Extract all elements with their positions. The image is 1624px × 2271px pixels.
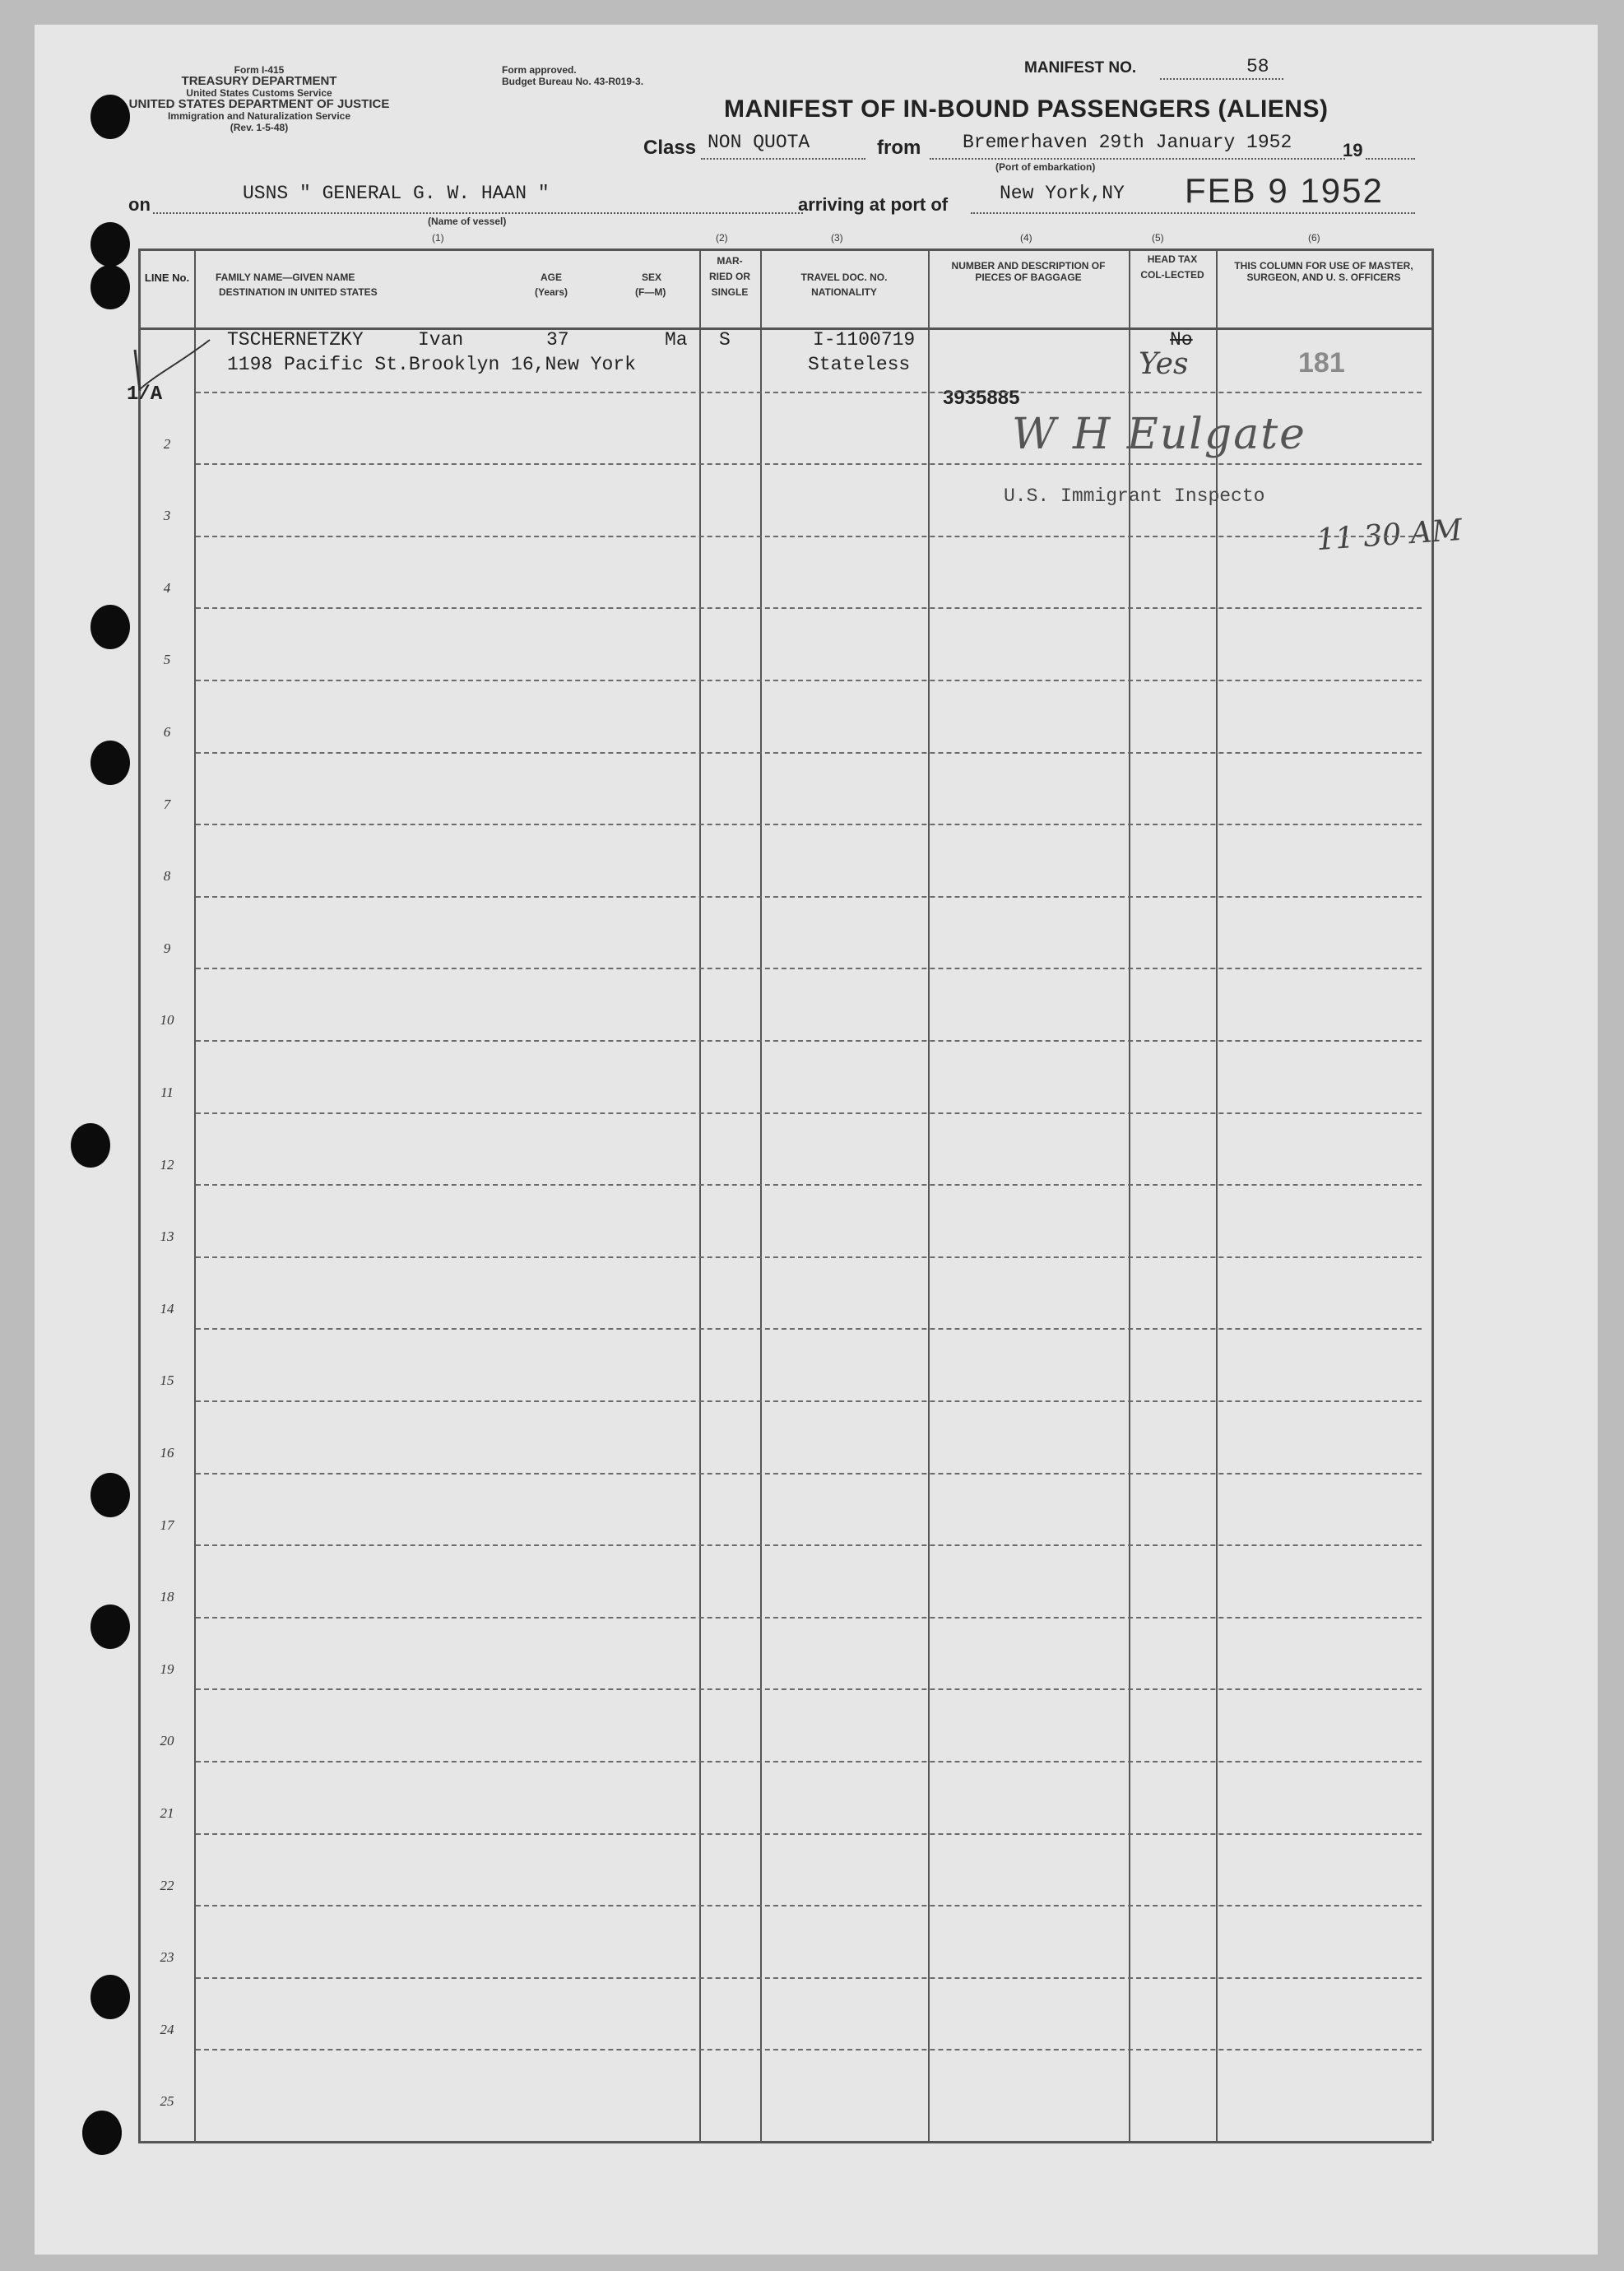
year-underline bbox=[1366, 158, 1415, 160]
column-number: (5) bbox=[1152, 232, 1164, 244]
date-stamp: FEB 9 1952 bbox=[1185, 171, 1384, 210]
row-divider bbox=[196, 2049, 1422, 2050]
row-number: 18 bbox=[160, 1589, 174, 1605]
row-number: 6 bbox=[163, 724, 171, 740]
header-nationality: NATIONALITY bbox=[811, 286, 877, 298]
row-divider bbox=[196, 752, 1422, 754]
punch-hole bbox=[90, 265, 130, 309]
table-bottom-border bbox=[138, 2141, 1431, 2143]
approval-line: Form approved. bbox=[502, 64, 577, 76]
punch-hole bbox=[90, 1975, 130, 2019]
time-note: 11 30 AM bbox=[1315, 513, 1464, 558]
row-divider bbox=[196, 392, 1422, 393]
row-divider bbox=[196, 968, 1422, 969]
row-divider bbox=[196, 1544, 1422, 1546]
entry-baggage-no: 3935885 bbox=[943, 387, 1020, 409]
entry-head-tax: Yes bbox=[1139, 347, 1189, 381]
column-number: (2) bbox=[716, 232, 728, 244]
punch-hole bbox=[90, 222, 130, 267]
header-name: FAMILY NAME—GIVEN NAME bbox=[216, 272, 355, 283]
row-number: 21 bbox=[160, 1805, 174, 1821]
row-number: 9 bbox=[163, 940, 171, 956]
row-number: 22 bbox=[160, 1877, 174, 1893]
vessel-caption: (Name of vessel) bbox=[428, 216, 507, 227]
column-number: (6) bbox=[1308, 232, 1320, 244]
header-destination: DESTINATION IN UNITED STATES bbox=[219, 286, 378, 298]
row-number: 24 bbox=[160, 2021, 174, 2037]
form-identification bbox=[123, 64, 395, 133]
row-divider bbox=[196, 1688, 1422, 1690]
row-number: 19 bbox=[160, 1660, 174, 1677]
entry-stamp-number: 181 bbox=[1298, 347, 1345, 378]
entry-age: 37 bbox=[546, 329, 569, 351]
row-divider bbox=[196, 1473, 1422, 1475]
class-value: NON QUOTA bbox=[708, 132, 810, 153]
col-border-line bbox=[194, 248, 196, 2141]
row-number: 15 bbox=[160, 1372, 174, 1389]
row-number: 12 bbox=[160, 1156, 174, 1173]
col-border-travel bbox=[760, 248, 762, 2141]
row-number: 3 bbox=[163, 508, 171, 524]
entry-family-name: TSCHERNETZKY bbox=[227, 329, 364, 351]
entry-head-tax-struck: No bbox=[1170, 329, 1193, 351]
port-caption: (Port of embarkation) bbox=[995, 161, 1096, 173]
header-travel-doc: TRAVEL DOC. NO. bbox=[800, 272, 888, 283]
approval-line: Budget Bureau No. 43-R019-3. bbox=[502, 76, 644, 87]
header-age: AGE bbox=[541, 272, 563, 283]
row-divider bbox=[196, 1905, 1422, 1906]
manifest-no: 58 bbox=[1246, 56, 1269, 77]
row-number: 7 bbox=[163, 796, 171, 812]
row-number: 23 bbox=[160, 1949, 174, 1966]
header-head-tax: HEAD TAX COL-LECTED bbox=[1140, 253, 1204, 281]
header-married: MAR-RIED OR SINGLE bbox=[708, 255, 750, 298]
row-divider bbox=[196, 1328, 1422, 1330]
row-divider bbox=[196, 1112, 1422, 1114]
header-baggage: NUMBER AND DESCRIPTION OF PIECES OF BAGGAGE bbox=[951, 260, 1106, 283]
row-divider bbox=[196, 1040, 1422, 1042]
year-suffix: 19 bbox=[1343, 140, 1363, 160]
row-divider bbox=[196, 1617, 1422, 1618]
column-number: (4) bbox=[1020, 232, 1032, 244]
row-divider bbox=[196, 607, 1422, 609]
row-number: 4 bbox=[163, 579, 171, 596]
row-divider bbox=[196, 1977, 1422, 1979]
inspector-title: U.S. Immigrant Inspecto bbox=[1004, 485, 1265, 507]
row-number: 5 bbox=[163, 652, 171, 668]
col-border-married bbox=[699, 248, 701, 2141]
vessel-name: USNS " GENERAL G. W. HAAN " bbox=[243, 183, 550, 204]
row-divider bbox=[196, 463, 1422, 465]
vessel-underline bbox=[153, 212, 803, 214]
col-border-baggage bbox=[928, 248, 930, 2141]
row-number: 10 bbox=[160, 1012, 174, 1029]
row-divider bbox=[196, 896, 1422, 898]
entry-address: 1198 Pacific St.Brooklyn 16,New York bbox=[227, 354, 636, 375]
header-sex: SEX bbox=[642, 272, 662, 283]
from-value: Bremerhaven 29th January 1952 bbox=[963, 132, 1292, 153]
entry-line-number: 1/A bbox=[127, 383, 163, 406]
punch-hole bbox=[90, 1473, 130, 1517]
entry-marital: S bbox=[719, 329, 731, 351]
punch-hole bbox=[90, 1605, 130, 1649]
header-age-sub: (Years) bbox=[535, 286, 568, 298]
row-number: 16 bbox=[160, 1445, 174, 1461]
row-divider bbox=[196, 1256, 1422, 1258]
entry-given-name: Ivan bbox=[418, 329, 464, 351]
form-line: Immigration and Naturalization Service bbox=[167, 110, 351, 122]
entry-travel-doc: I-1100719 bbox=[813, 329, 916, 351]
col-border-officers bbox=[1216, 248, 1218, 2141]
form-line: (Rev. 1-5-48) bbox=[230, 122, 289, 133]
class-underline bbox=[701, 158, 865, 160]
row-divider bbox=[196, 680, 1422, 681]
row-divider bbox=[196, 1833, 1422, 1835]
punch-hole bbox=[90, 741, 130, 785]
manifest-no-underline bbox=[1160, 78, 1283, 80]
form-line: TREASURY DEPARTMENT bbox=[181, 74, 337, 88]
entry-sex: Ma bbox=[665, 329, 688, 351]
row-number: 2 bbox=[163, 435, 171, 452]
row-number: 14 bbox=[160, 1300, 174, 1317]
col-border-left bbox=[138, 248, 141, 2141]
column-number: (3) bbox=[831, 232, 843, 244]
row-divider bbox=[196, 1761, 1422, 1762]
manifest-no-label: MANIFEST NO. bbox=[1024, 59, 1137, 77]
row-number: 11 bbox=[160, 1084, 174, 1100]
on-label: on bbox=[128, 194, 151, 215]
header-sex-sub: (F—M) bbox=[635, 286, 666, 298]
from-underline bbox=[930, 158, 1345, 160]
row-number: 13 bbox=[160, 1228, 174, 1245]
header-line-no: LINE No. bbox=[144, 272, 190, 284]
punch-hole bbox=[71, 1123, 110, 1168]
form-line: Form I-415 bbox=[234, 64, 285, 76]
row-number: 8 bbox=[163, 868, 171, 885]
arriving-label: arriving at port of bbox=[798, 194, 949, 215]
row-divider bbox=[196, 824, 1422, 825]
punch-hole bbox=[82, 2111, 122, 2155]
row-number: 25 bbox=[160, 2093, 174, 2110]
form-line: UNITED STATES DEPARTMENT OF JUSTICE bbox=[128, 97, 390, 111]
approval-block bbox=[502, 64, 643, 87]
header-officers: THIS COLUMN FOR USE OF MASTER, SURGEON, AND U. S. OFFICERS bbox=[1234, 260, 1413, 283]
row-divider bbox=[196, 1184, 1422, 1186]
class-label: Class bbox=[643, 137, 697, 159]
column-number: (1) bbox=[432, 232, 444, 244]
col-border-headtax bbox=[1129, 248, 1130, 2141]
punch-hole bbox=[90, 605, 130, 649]
from-label: from bbox=[877, 137, 921, 159]
row-number: 20 bbox=[160, 1733, 174, 1749]
row-number: 17 bbox=[160, 1516, 174, 1533]
entry-nationality: Stateless bbox=[808, 354, 911, 375]
form-line: United States Customs Service bbox=[186, 87, 332, 99]
table-top-border bbox=[138, 248, 1431, 251]
row-divider bbox=[196, 536, 1422, 537]
arrival-underline bbox=[971, 212, 1415, 214]
inspector-signature: W H Eulgate bbox=[1012, 410, 1306, 459]
row-divider bbox=[196, 1400, 1422, 1402]
manifest-title: MANIFEST OF IN-BOUND PASSENGERS (ALIENS) bbox=[724, 95, 1329, 123]
arrival-port: New York,NY bbox=[1000, 183, 1125, 204]
